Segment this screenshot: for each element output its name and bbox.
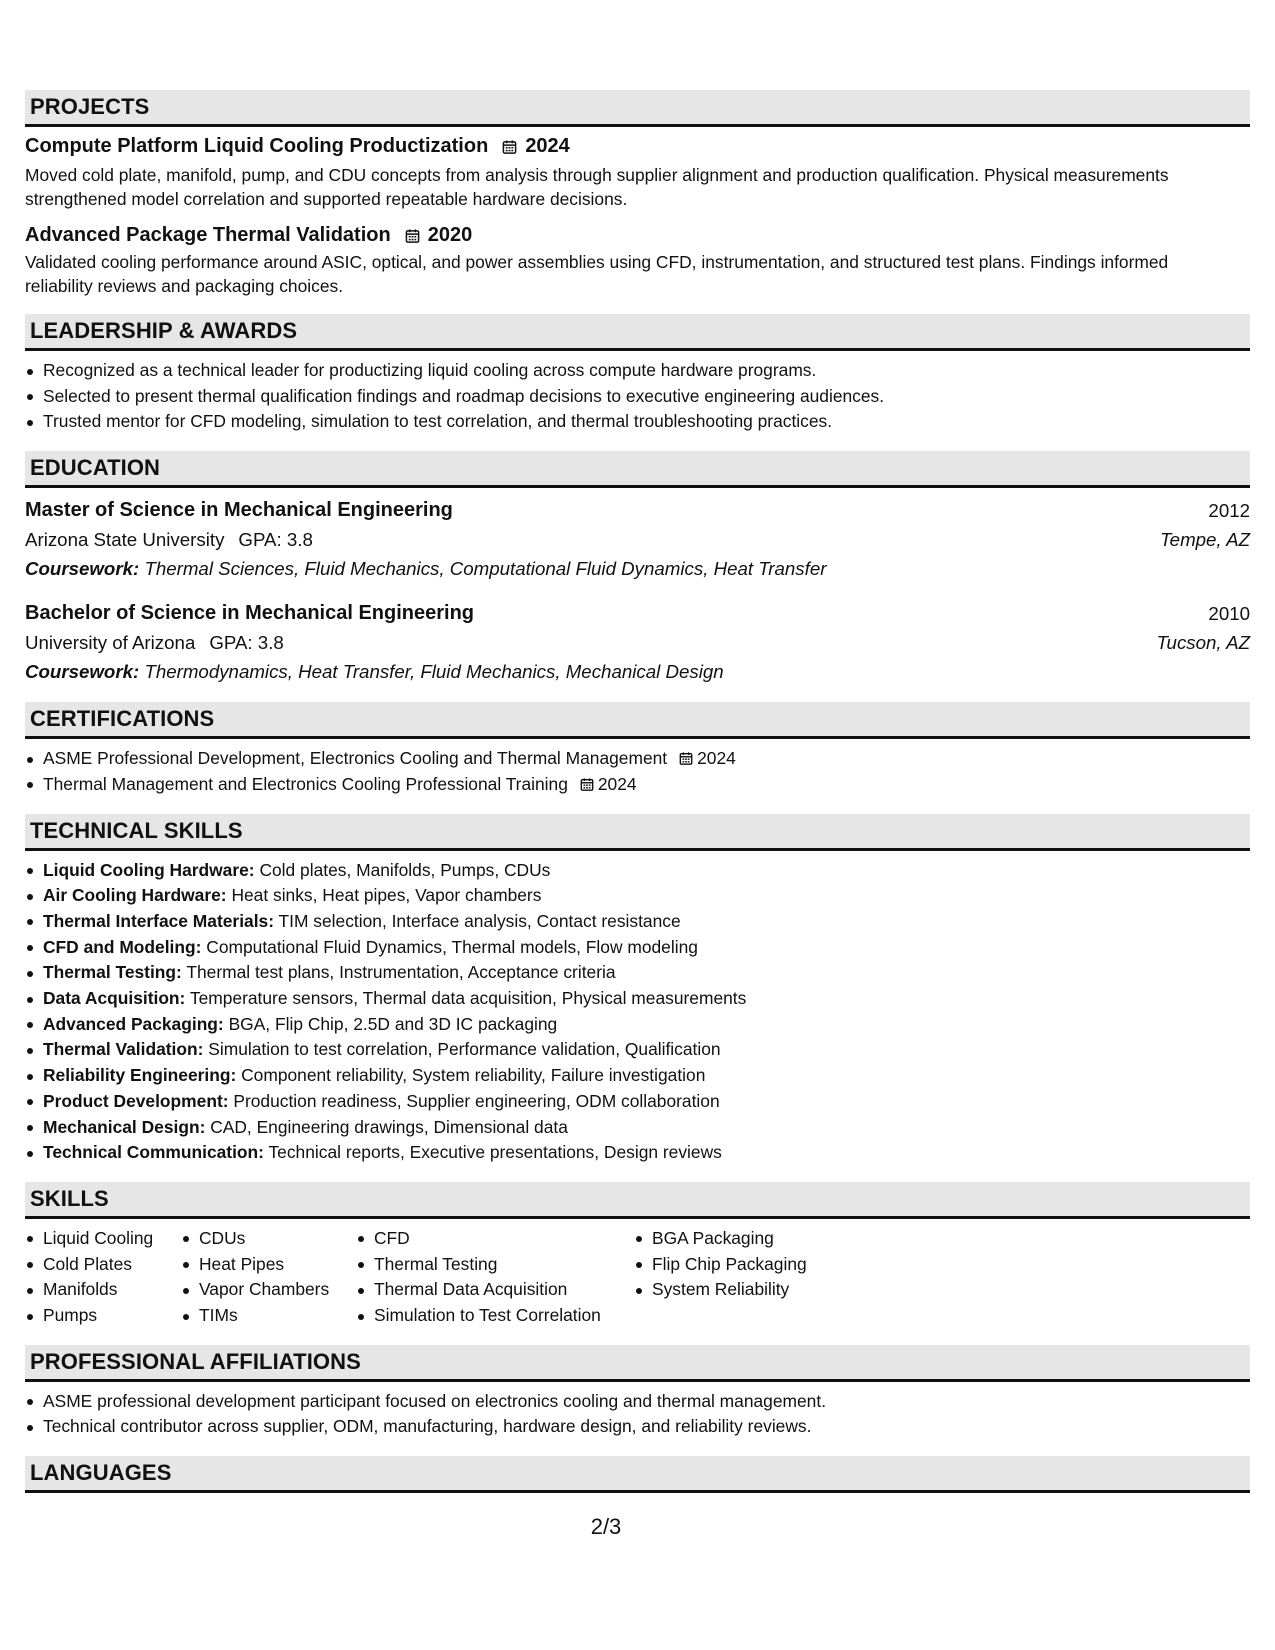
list-item: [25, 1063, 1250, 1089]
section-title: EDUCATION: [30, 455, 161, 481]
skill-values: Temperature sensors, Thermal data acquisition, Physical measurements: [189, 988, 747, 1009]
list-item: Vapor Chambers: [181, 1277, 356, 1303]
list-item: [25, 1037, 1250, 1063]
skill-category: Product Development:: [43, 1090, 229, 1111]
list-item: BGA Packaging: [634, 1226, 894, 1252]
skill-values: Simulation to test correlation, Performance validation, Qualification: [208, 1039, 721, 1060]
certifications-list: [25, 746, 1250, 797]
section-header-education: [25, 451, 1250, 488]
technical-skills-list: [25, 858, 1250, 1166]
list-item: [25, 1115, 1250, 1141]
degree: Master of Science in Mechanical Engineering: [25, 499, 453, 522]
list-item: Pumps: [25, 1303, 181, 1329]
location: Tempe, AZ: [1159, 529, 1250, 551]
list-item: Thermal Testing: [356, 1252, 634, 1278]
section-title: PROJECTS: [30, 94, 150, 119]
certification-name: ASME Professional Development, Electronics Cooling and Thermal Management: [43, 748, 668, 769]
section-title: LEADERSHIP & AWARDS: [30, 318, 298, 343]
leadership-list: [25, 358, 1250, 435]
skill-values: Production readiness, Supplier engineering, ODM collaboration: [233, 1090, 720, 1111]
section-header-technical-skills: [25, 814, 1250, 851]
skill-category: Advanced Packaging:: [43, 1013, 224, 1034]
list-item: Flip Chip Packaging: [634, 1252, 894, 1278]
project-year: 2020: [427, 224, 473, 246]
list-item: Manifolds: [25, 1277, 181, 1303]
section-title: SKILLS: [30, 1185, 109, 1211]
project-item: [25, 224, 1250, 298]
calendar-icon: [405, 228, 420, 244]
list-item: Thermal Data Acquisition: [356, 1277, 634, 1303]
page-number: 2/3: [590, 1514, 622, 1539]
certification-year: 2024: [597, 773, 637, 794]
project-title: Compute Platform Liquid Cooling Productization: [25, 135, 489, 157]
certification-name: Thermal Management and Electronics Cooling Professional Training: [43, 773, 568, 794]
project-description: Moved cold plate, manifold, pump, and CDU concepts from analysis through supplier alignment and production qualification. Physical measurements strengthened model correlation and supported repeatable hardware decisions.: [25, 165, 1169, 209]
skill-values: Cold plates, Manifolds, Pumps, CDUs: [259, 859, 551, 880]
list-item: TIMs: [181, 1303, 356, 1329]
skill-category: CFD and Modeling:: [43, 936, 202, 957]
graduation-year: 2010: [1208, 603, 1250, 625]
calendar-icon: [679, 751, 693, 766]
education-entry: [25, 496, 1250, 583]
coursework-list: Thermal Sciences, Fluid Mechanics, Computational Fluid Dynamics, Heat Transfer: [144, 558, 827, 580]
skill-category: Liquid Cooling Hardware:: [43, 859, 255, 880]
skill-values: Heat sinks, Heat pipes, Vapor chambers: [231, 885, 542, 906]
project-description: Validated cooling performance around ASIC, optical, and power assemblies using CFD, instrumentation, and structured test plans. Findings informed reliability reviews and packaging choices.: [25, 252, 1169, 296]
school-line: [25, 628, 284, 657]
skill-values: BGA, Flip Chip, 2.5D and 3D IC packaging: [228, 1013, 558, 1034]
list-item: [25, 746, 1250, 772]
skill-category: Air Cooling Hardware:: [43, 885, 227, 906]
list-item: [25, 1012, 1250, 1038]
school: University of Arizona: [25, 632, 196, 654]
section-title: LANGUAGES: [30, 1460, 172, 1486]
section-header-affiliations: [25, 1345, 1250, 1382]
section-title: CERTIFICATIONS: [30, 706, 215, 732]
school: Arizona State University: [25, 529, 225, 551]
graduation-year: 2012: [1208, 500, 1250, 522]
section-header-certifications: [25, 702, 1250, 739]
skill-category: Mechanical Design:: [43, 1116, 206, 1137]
skills-column: [634, 1226, 894, 1329]
calendar-icon: [502, 139, 517, 155]
list-item: Simulation to Test Correlation: [356, 1303, 634, 1329]
list-item: [25, 986, 1250, 1012]
skill-values: Thermal test plans, Instrumentation, Acceptance criteria: [186, 962, 616, 983]
coursework-label: Coursework:: [25, 558, 140, 580]
list-item: [25, 883, 1250, 909]
project-title: Advanced Package Thermal Validation: [25, 224, 391, 246]
coursework-list: Thermodynamics, Heat Transfer, Fluid Mechanics, Mechanical Design: [144, 661, 724, 683]
skill-category: Thermal Testing:: [43, 962, 182, 983]
list-item: Technical contributor across supplier, ODM, manufacturing, hardware design, and reliability reviews.: [25, 1414, 1250, 1440]
list-item: [25, 935, 1250, 961]
list-item: [25, 1089, 1250, 1115]
skill-category: Reliability Engineering:: [43, 1065, 237, 1086]
coursework-label: Coursework:: [25, 661, 140, 683]
skill-category: Thermal Interface Materials:: [43, 910, 274, 931]
section-header-skills: [25, 1182, 1250, 1219]
education-entry: [25, 599, 1250, 686]
location: Tucson, AZ: [1156, 632, 1250, 654]
list-item: CDUs: [181, 1226, 356, 1252]
skill-values: Component reliability, System reliability, Failure investigation: [241, 1065, 706, 1086]
list-item: CFD: [356, 1226, 634, 1252]
skills-column: [356, 1226, 634, 1329]
list-item: Selected to present thermal qualification findings and roadmap decisions to executive engineering audiences.: [25, 384, 1250, 410]
skills-column: [25, 1226, 181, 1329]
skills-column: [181, 1226, 356, 1329]
project-title-row: [25, 224, 1250, 247]
affiliations-list: [25, 1389, 1250, 1440]
list-item: [25, 960, 1250, 986]
skill-category: Data Acquisition:: [43, 988, 186, 1009]
certification-year: 2024: [697, 748, 736, 769]
skill-values: Technical reports, Executive presentations, Design reviews: [268, 1142, 722, 1163]
section-header-projects: [25, 90, 1250, 127]
school-line: [25, 525, 313, 554]
skill-values: CAD, Engineering drawings, Dimensional data: [210, 1116, 568, 1137]
coursework: [25, 657, 1250, 686]
section-header-leadership: [25, 314, 1250, 351]
section-title: TECHNICAL SKILLS: [30, 817, 243, 843]
section-header-languages: [25, 1456, 1250, 1493]
list-item: [25, 858, 1250, 884]
skill-values: Computational Fluid Dynamics, Thermal models, Flow modeling: [206, 936, 698, 957]
skill-values: TIM selection, Interface analysis, Contact resistance: [278, 910, 681, 931]
list-item: [25, 1140, 1250, 1166]
list-item: [25, 909, 1250, 935]
project-title-row: [25, 135, 1250, 158]
list-item: System Reliability: [634, 1277, 894, 1303]
project-item: [25, 135, 1250, 211]
list-item: Heat Pipes: [181, 1252, 356, 1278]
skill-category: Technical Communication:: [43, 1142, 264, 1163]
list-item: ASME professional development participant focused on electronics cooling and thermal management.: [25, 1389, 1250, 1415]
section-title: PROFESSIONAL AFFILIATIONS: [30, 1348, 361, 1374]
resume-page: [25, 90, 1250, 1500]
list-item: Liquid Cooling: [25, 1226, 181, 1252]
list-item: Recognized as a technical leader for productizing liquid cooling across compute hardware programs.: [25, 358, 1250, 384]
list-item: Trusted mentor for CFD modeling, simulation to test correlation, and thermal troubleshooting practices.: [25, 409, 1250, 435]
calendar-icon: [580, 777, 594, 792]
list-item: Cold Plates: [25, 1252, 181, 1278]
project-year: 2024: [525, 135, 570, 157]
gpa: GPA: 3.8: [238, 529, 313, 551]
skill-category: Thermal Validation:: [43, 1039, 204, 1060]
skills-grid: [25, 1226, 1250, 1329]
coursework: [25, 554, 1250, 583]
list-item: [25, 772, 1250, 798]
degree: Bachelor of Science in Mechanical Engineering: [25, 602, 475, 625]
gpa: GPA: 3.8: [209, 632, 284, 654]
